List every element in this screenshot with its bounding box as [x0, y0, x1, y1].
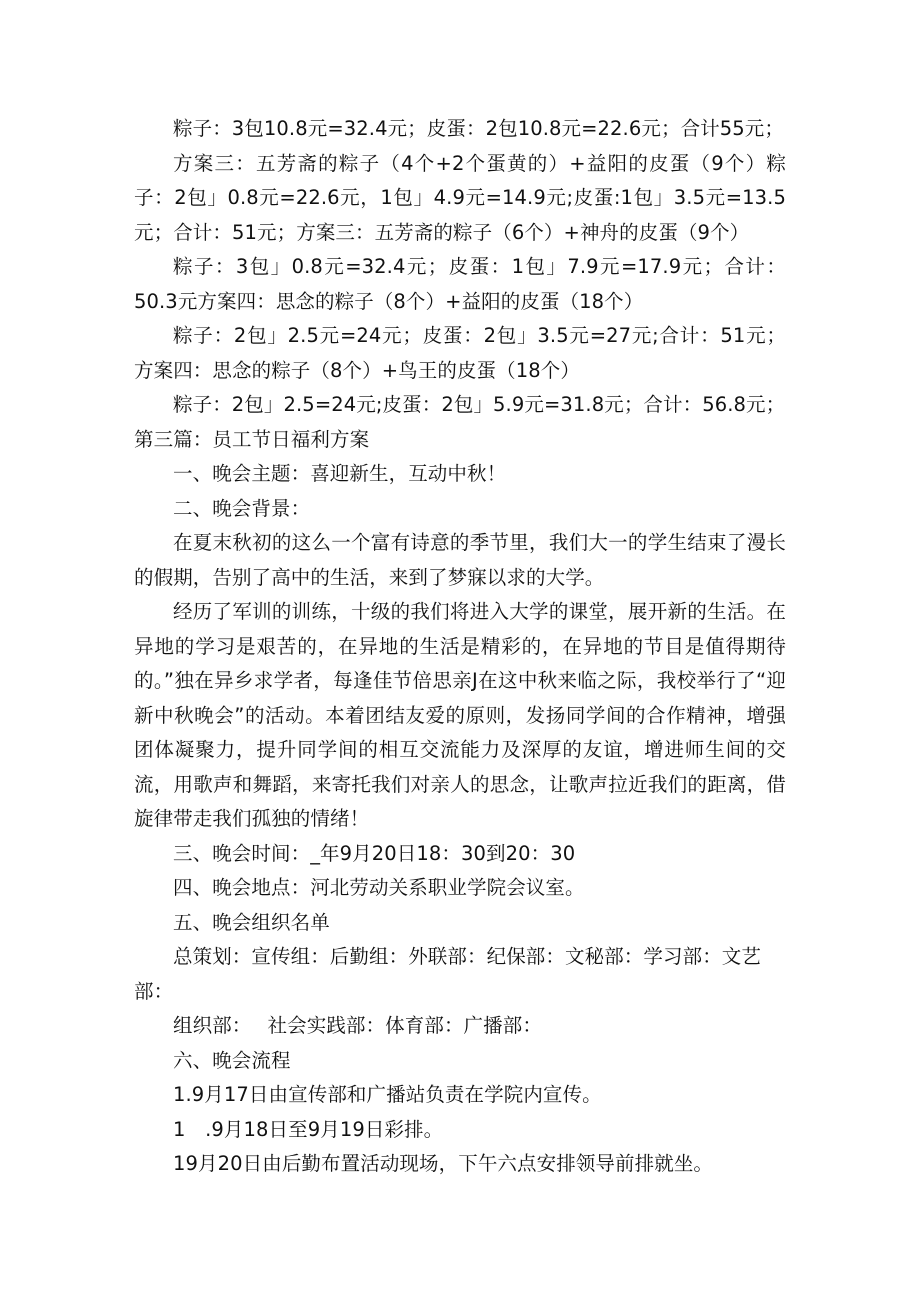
paragraph-process-step-2: 1 .9月18日至9月19日彩排。 [173, 1117, 444, 1141]
paragraph-party-theme: 一、晚会主题：喜迎新生，互动中秋！ [173, 462, 507, 485]
paragraph-plan-b-zongzi: 粽子：3包10.8元=32.4元；皮蛋：2包10.8元=22.6元；合计55元； [173, 117, 784, 140]
paragraph-party-location: 四、晚会地点：河北劳动关系职业学院会议室。 [173, 876, 585, 899]
section-heading-part-three: 第三篇：员工节日福利方案 [134, 427, 370, 451]
paragraph-organization-list-1: 总策划：宣传组：后勤组：外联部：纪保部：文秘部：学习部：文艺部： [134, 945, 762, 1003]
paragraph-background-intro: 在夏末秋初的这么一个富有诗意的季节里，我们大一的学生结束了漫长的假期，告别了高中的生活，来到了梦寐以求的大学。 [134, 531, 786, 589]
paragraph-party-time: 三、晚会时间：_年9月20日18：30到20：30 [173, 841, 576, 865]
paragraph-organization-heading: 五、晚会组织名单 [173, 910, 330, 934]
paragraph-background-body: 经历了军训的训练，十级的我们将进入大学的课堂，展开新的生活。在异地的学习是艰苦的，在异地的生活是精彩的，在异地的节目是值得期待的。”独在异乡求学者，每逢佳节倍思亲J在这中秋来临之际，我校举行了“迎新中秋晚会”的活动。本着团结友爱的原则，发扬同学间的合作精神，增强团体凝聚力，提升同学间的相互交流能力及深厚的友谊，增进师生间的交流，用歌声和舞蹈，来寄托我们对亲人的思念，让歌声拉近我们的距离，借旋律带走我们孤独的情绪！ [134, 600, 786, 830]
paragraph-plan-3b-zongzi: 粽子：3包」0.8元=32.4元；皮蛋：1包」7.9元=17.9元；合计：50.3元方案四：思念的粽子（8个）+益阳的皮蛋（18个） [134, 255, 786, 313]
paragraph-process-step-1: 1.9月17日由宣传部和广播站负责在学院内宣传。 [173, 1083, 602, 1106]
paragraph-organization-list-2: 组织部： 社会实践部：体育部：广播部： [173, 1014, 542, 1037]
paragraph-party-background-heading: 二、晚会背景： [173, 496, 311, 520]
paragraph-process-heading: 六、晚会流程 [173, 1048, 291, 1072]
paragraph-plan-3a: 方案三：五芳斋的粽子（4个+2个蛋黄的）+益阳的皮蛋（9个）粽子：2包」0.8元=22.6元，1包」4.9元=14.9元;皮蛋:1包」3.5元=13.5元；合计：51元；方案三：五芳斋的粽子（6个）+神舟的皮蛋（9个） [134, 151, 786, 244]
paragraph-plan-4a-zongzi: 粽子：2包」2.5元=24元；皮蛋：2包」3.5元=27元;合计：51元；方案四：思念的粽子（8个）+鸟王的皮蛋（18个） [134, 324, 786, 382]
paragraph-process-step-3: 19月20日由后勤布置活动现场，下午六点安排领导前排就坐。 [173, 1152, 714, 1175]
paragraph-plan-4b-zongzi: 粽子：2包」2.5=24元;皮蛋：2包」5.9元=31.8元；合计：56.8元； [173, 393, 786, 416]
